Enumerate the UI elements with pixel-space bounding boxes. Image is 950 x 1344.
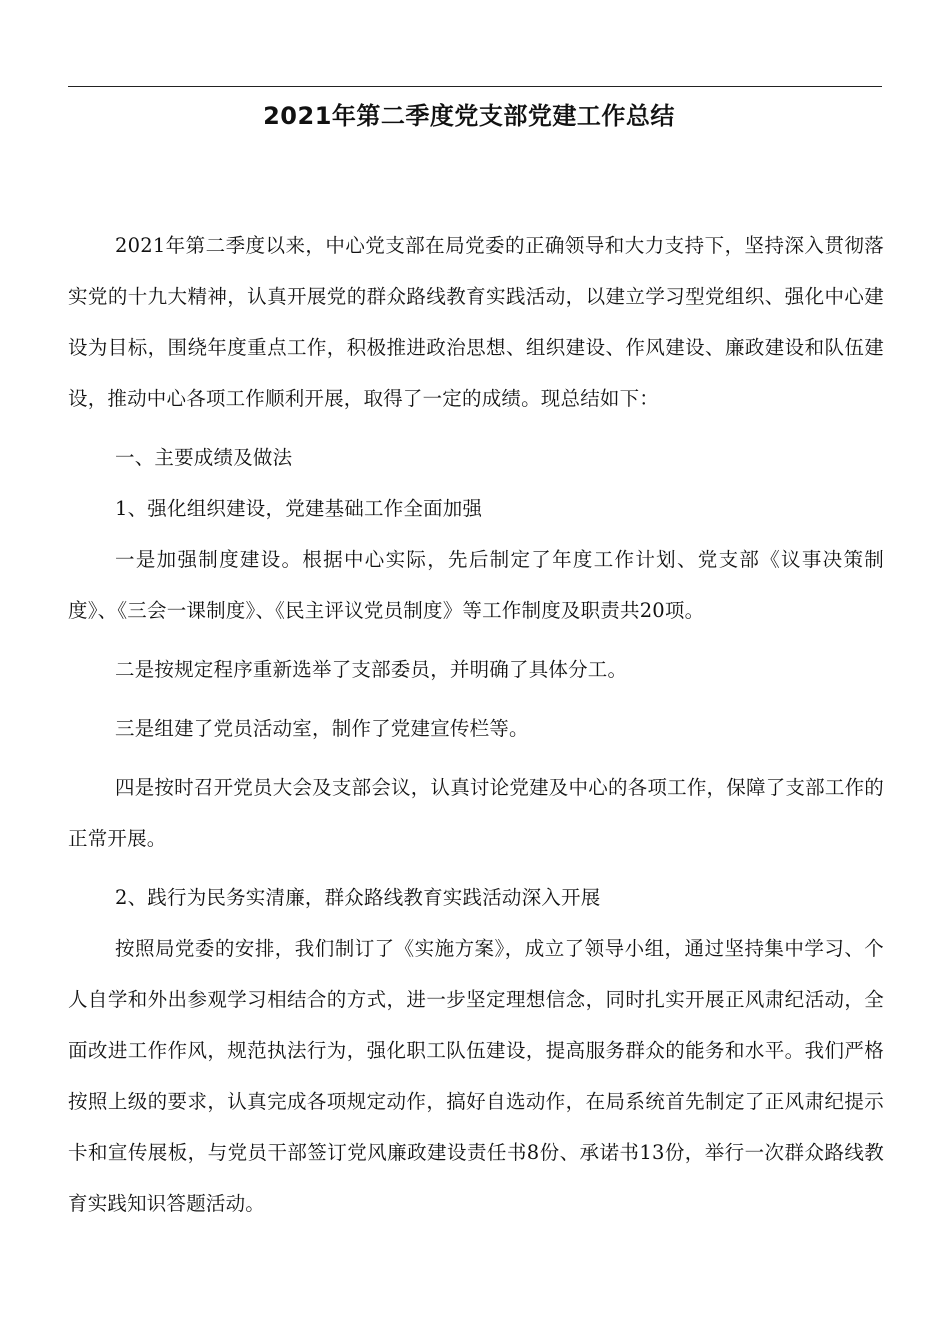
document-title: 2021年第二季度党支部党建工作总结 bbox=[263, 102, 675, 130]
paragraph-practice: 按照局党委的安排，我们制订了《实施方案》，成立了领导小组，通过坚持集中学习、个人自学和外出参观学习相结合的方式，进一步坚定理想信念，同时扎实开展正风肃纪活动，全面改进工作作风，规范执法行为，强化职工队伍建设，提高服务群众的能务和水平。我们严格按照上级的要求，认真完成各项规定动作，搞好自选动作，在局系统首先制定了正风肃纪提示卡和宣传展板，与党员干部签订党风廉政建设责任书8份、承诺书13份，举行一次群众路线教育实践知识答题活动。 bbox=[68, 937, 884, 1215]
subsection-heading-2: 2、践行为民务实清廉，群众路线教育实践活动深入开展 bbox=[115, 886, 601, 909]
document-body bbox=[68, 220, 884, 1237]
paragraph-item-1: 一是加强制度建设。根据中心实际，先后制定了年度工作计划、党支部《议事决策制度》、《三会一课制度》、《民主评议党员制度》等工作制度及职责共20项。 bbox=[68, 548, 884, 622]
header-rule bbox=[68, 86, 882, 87]
intro-paragraph: 2021年第二季度以来，中心党支部在局党委的正确领导和大力支持下，坚持深入贯彻落实党的十九大精神，认真开展党的群众路线教育实践活动，以建立学习型党组织、强化中心建设为目标，围绕年度重点工作，积极推进政治思想、组织建设、作风建设、廉政建设和队伍建设，推动中心各项工作顺利开展，取得了一定的成绩。现总结如下： bbox=[68, 234, 884, 410]
paragraph-item-3: 三是组建了党员活动室，制作了党建宣传栏等。 bbox=[115, 717, 529, 740]
subsection-heading-1: 1、强化组织建设，党建基础工作全面加强 bbox=[115, 497, 483, 520]
section-heading-1: 一、主要成绩及做法 bbox=[115, 446, 293, 469]
paragraph-item-4: 四是按时召开党员大会及支部会议，认真讨论党建及中心的各项工作，保障了支部工作的正常开展。 bbox=[68, 776, 884, 850]
paragraph-item-2: 二是按规定程序重新选举了支部委员，并明确了具体分工。 bbox=[115, 658, 628, 681]
